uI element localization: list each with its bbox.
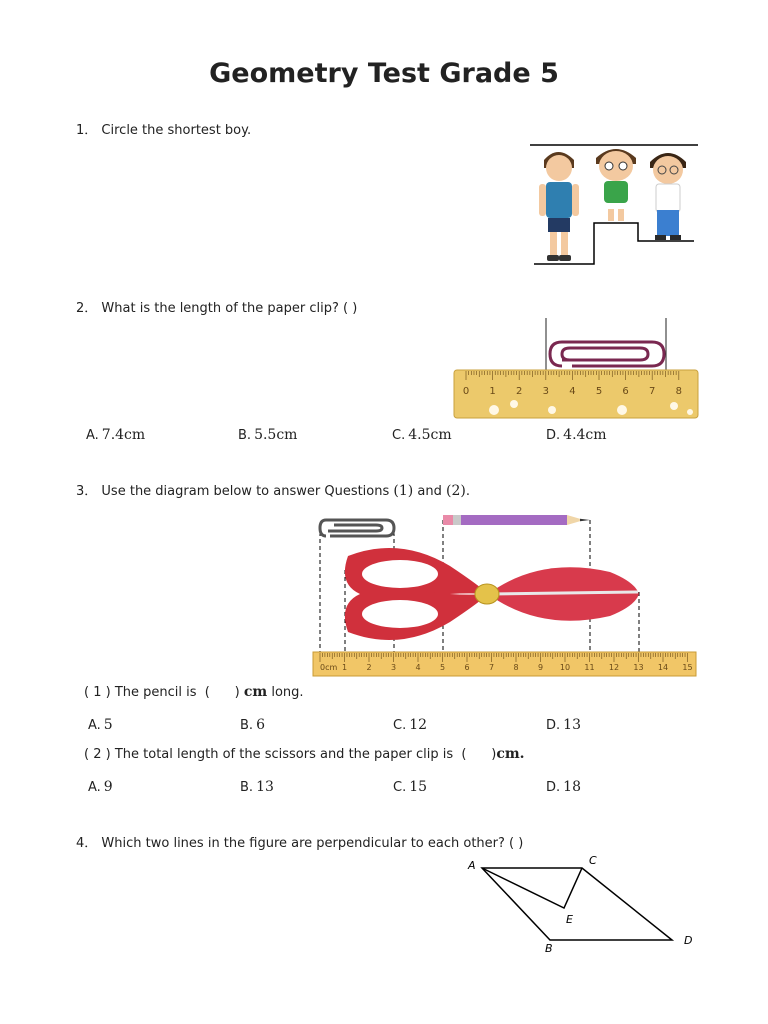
option-a[interactable]: A. 7.4cm	[86, 427, 146, 443]
question-number: 3．	[76, 484, 98, 499]
question-text: Use the diagram below to answer Questions	[101, 484, 390, 499]
boys-illustration	[528, 140, 700, 268]
paperclip-icon	[550, 342, 664, 366]
ruler-tick-label: 2	[366, 663, 372, 672]
question-2	[76, 297, 357, 316]
ruler-tick-label: 14	[657, 663, 669, 672]
ruler-tick-label: 8	[675, 386, 682, 397]
option-a[interactable]: A. 9	[88, 779, 113, 795]
option-c[interactable]: C. 12	[393, 717, 428, 733]
question-3-part-2: ( 2 ) The total length of the scissors and the paper clip is ( )cm.	[84, 746, 525, 762]
option-d[interactable]: D. 13	[546, 717, 581, 733]
point-label-d: D	[684, 934, 693, 947]
ruler-tick-label: 2	[516, 386, 523, 397]
scissors-pencil-ruler-figure	[310, 506, 700, 680]
ruler-tick-label: 7	[649, 386, 656, 397]
point-label-e: E	[566, 913, 573, 926]
boy-left-icon	[539, 152, 579, 261]
ruler-tick-label: 0cm	[320, 663, 338, 672]
ruler-tick-label: 4	[415, 663, 421, 672]
ruler-tick-label: 3	[542, 386, 549, 397]
point-label-b: B	[545, 942, 553, 955]
ruler-tick-label: 1	[489, 386, 496, 397]
option-c[interactable]: C. 4.5cm	[392, 427, 452, 443]
ruler-tick-label: 3	[390, 663, 397, 672]
ruler-tick-label: 1	[341, 663, 348, 672]
question-number: 1．	[76, 123, 98, 138]
boy-right-icon	[650, 153, 686, 240]
option-b[interactable]: B. 6	[240, 717, 265, 733]
option-d[interactable]: D. 4.4cm	[546, 427, 607, 443]
ruler-tick-label: 0	[462, 386, 470, 397]
question-number: 2．	[76, 301, 98, 316]
ruler-tick-label: 8	[513, 663, 519, 672]
question-3-part-1: ( 1 ) The pencil is ( ) cm long.	[84, 684, 304, 700]
ruler-tick-label: 5	[439, 663, 446, 672]
segments-ae-ec	[482, 868, 582, 908]
point-label-c: C	[589, 854, 597, 867]
pencil-icon	[443, 515, 590, 525]
question-text: What is the length of the paper clip? ( )	[101, 301, 358, 316]
option-b[interactable]: B. 5.5cm	[238, 427, 298, 443]
ruler-tick-label: 6	[464, 663, 470, 672]
paperclip-ruler-figure	[452, 316, 702, 422]
question-text: Circle the shortest boy.	[101, 123, 252, 138]
ruler-tick-label: 11	[584, 663, 595, 672]
point-label-a: A	[468, 859, 476, 872]
question-4	[76, 832, 523, 851]
ruler-tick-label: 7	[488, 663, 495, 672]
question-number: 4．	[76, 836, 98, 851]
ruler-tick-label: 4	[569, 386, 576, 397]
question-ref-2: (2)	[446, 483, 466, 499]
boy-middle-icon	[596, 149, 636, 221]
option-b[interactable]: B. 13	[240, 779, 274, 795]
page-title: Geometry Test Grade 5	[209, 58, 559, 89]
geometry-figure	[460, 850, 710, 960]
question-ref-1: (1)	[393, 483, 414, 499]
ruler-tick-label: 6	[622, 386, 629, 397]
option-d[interactable]: D. 18	[546, 779, 581, 795]
ruler-tick-label: 13	[633, 663, 644, 672]
option-a[interactable]: A. 5	[88, 717, 113, 733]
question-3: 3． Use the diagram below to answer Questions (1) and (2).	[76, 483, 470, 499]
ruler-tick-label: 10	[559, 663, 571, 672]
question-1	[76, 119, 251, 138]
paperclip-icon	[320, 520, 394, 536]
option-c[interactable]: C. 15	[393, 779, 428, 795]
ruler-tick-label: 9	[537, 663, 544, 672]
question-text: Which two lines in the figure are perpendicular to each other? ( )	[101, 836, 524, 851]
ruler-tick-label: 15	[682, 663, 693, 672]
ruler-tick-label: 12	[608, 663, 620, 672]
scissors-icon	[345, 548, 639, 640]
ruler-tick-label: 5	[595, 386, 603, 397]
